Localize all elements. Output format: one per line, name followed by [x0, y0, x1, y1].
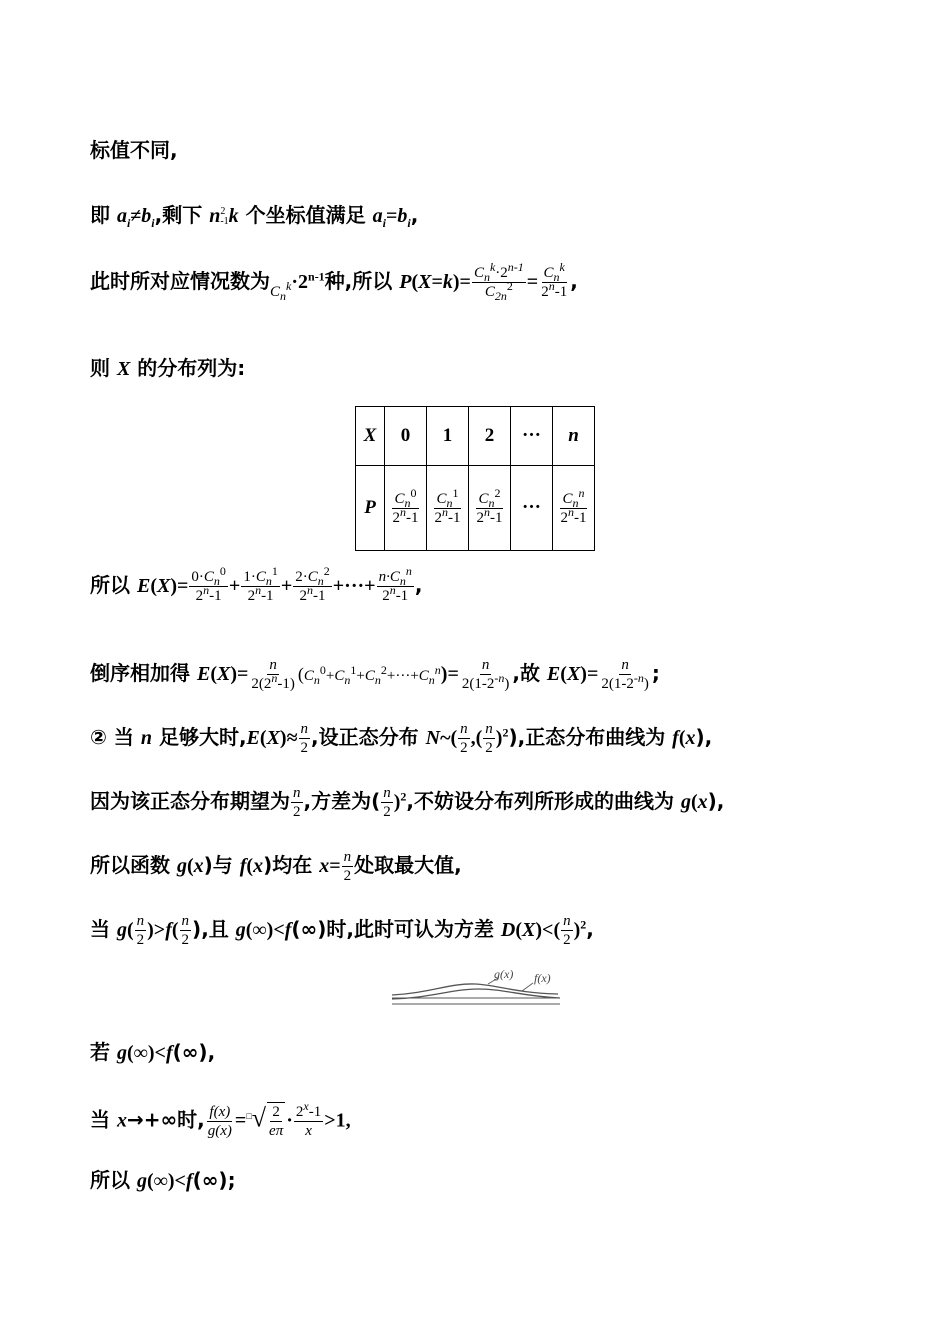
text-line-11: 若 g(∞)<f(∞), — [90, 1040, 216, 1064]
table-cell: 0 — [385, 407, 427, 466]
text-line-9: 所以函数 g(x)与 f(x)均在 x= $\frac{n}{2}$ 处取最大值, — [90, 849, 462, 884]
text-line-12: 当 x→+∞时, $\frac{f(x)}{g(x)}$ =□√ $\frac{2}{e\pi}$ · $\frac{2^x-1}{x}$ >1, — [90, 1098, 351, 1139]
table-cell: $\frac{C_n^1}{2^n-1}$ — [427, 466, 469, 551]
table-cell: $\frac{C_n^0}{2^n-1}$ — [385, 466, 427, 551]
table-cell: ··· — [511, 407, 553, 466]
distribution-table — [355, 406, 595, 551]
table-cell: n — [553, 407, 595, 466]
text-line-3: 此时所对应情况数为$_{C_n^k}\cdot 2^{n-1}$种,所以 P(X=k)= $\frac{C_n^k\cdot 2^{n-1}}{C_{2n}^2}$ = $\frac{C_n^k}{2^n-1}$ , — [90, 260, 578, 303]
table-cell: 2 — [469, 407, 511, 466]
table-row — [356, 466, 595, 551]
table-cell: X — [356, 407, 385, 466]
table-cell: $\frac{C_n^2}{2^n-1}$ — [469, 466, 511, 551]
text-line-10: 当 g( $\frac{n}{2}$ )>f( $\frac{n}{2}$ ),且 g(∞)<f(∞)时,此时可认为方差 D(X)<( $\frac{n}{2}$ )$^2$, — [90, 913, 594, 948]
fraction: $\frac{C_n^k\cdot 2^{n-1}}{C_{2n}^2}$ — [473, 260, 524, 303]
text-line-6: 倒序相加得 E(X)= $\frac{n}{2(2^n-1)}$ $(C_n^0+C_n^1+C_n^2+\cdot\cdot\cdot+C_n^n)=$ $\frac{n}{2(1-2^{-n})}$ ,故 E(X)= $\frac{n}{2(1-2^{-n})}$ ; — [90, 657, 660, 692]
table-cell: 1 — [427, 407, 469, 466]
text-line-1: 标值不同, — [90, 138, 178, 162]
text-line-2: 即 $a_i\ne b_i$,剩下 n 2 -1 k 个坐标值满足 $a_i=b_i$, — [90, 203, 419, 230]
text-line-7: ② 当 n 足够大时,E(X)≈ $\frac{n}{2}$ ,设正态分布 N~( $\frac{n}{2}$ ,( $\frac{n}{2}$ )$^2$),正态分布曲线为 f(x), — [90, 721, 713, 756]
graph-label-f: f(x) — [534, 971, 551, 985]
text-line-13: 所以 g(∞)<f(∞); — [90, 1168, 236, 1192]
table-row — [356, 407, 595, 466]
text-line-8: 因为该正态分布期望为 $\frac{n}{2}$ ,方差为( $\frac{n}{2}$ )$^2$,不妨设分布列所形成的曲线为 g(x), — [90, 785, 725, 820]
table-cell: P — [356, 466, 385, 551]
text-line-4: 则 X 的分布列为: — [90, 356, 246, 380]
label-leader — [522, 983, 533, 991]
fraction: $\frac{C_n^k}{2^n-1}$ — [541, 260, 568, 300]
text-line-5: 所以 E(X)= $\frac{0\cdot C_n^0}{2^n-1}$ + $\frac{1\cdot C_n^1}{2^n-1}$ + $\frac{2\cdot C_n^2}{2^n-1}$ +···+ $\frac{n\cdot C_n^n}{2^n-1}$ , — [90, 564, 423, 604]
table-cell: $\frac{C_n^n}{2^n-1}$ — [553, 466, 595, 551]
curve-sketch — [390, 965, 565, 1015]
table-cell: ··· — [511, 466, 553, 551]
graph-label-g: g(x) — [494, 967, 514, 981]
